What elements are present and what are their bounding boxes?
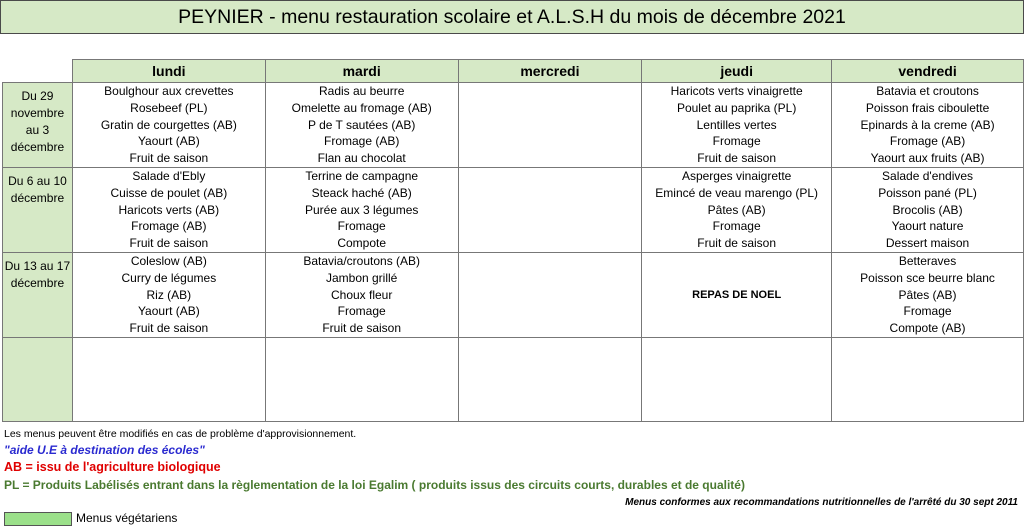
menu-item: Gratin de courgettes (AB) xyxy=(100,117,237,132)
day-header-lundi: lundi xyxy=(72,60,265,83)
menu-item: Dessert maison xyxy=(885,236,970,251)
day-header-vendredi: vendredi xyxy=(832,60,1024,83)
menu-item: Salade d'Ebly xyxy=(132,168,206,183)
menu-item: Riz (AB) xyxy=(146,287,192,302)
menu-item: Compote xyxy=(337,236,387,251)
menu-item: Fromage xyxy=(903,304,952,319)
menu-cell-mardi xyxy=(265,83,458,168)
menu-item: Batavia et croutons xyxy=(876,84,979,98)
menu-item: Emincé de veau marengo (PL) xyxy=(655,185,819,200)
menu-item: Fromage xyxy=(337,304,386,319)
week-row xyxy=(3,167,1024,252)
menu-cell-vendredi xyxy=(832,167,1024,252)
day-header-jeudi: jeudi xyxy=(642,60,832,83)
menu-item: Steack haché (AB) xyxy=(311,185,412,200)
menu-item: Salade d'endives xyxy=(882,168,974,183)
menu-item: Yaourt aux fruits (AB) xyxy=(870,151,985,166)
menu-item: Poisson pané (PL) xyxy=(878,185,977,200)
menu-cell-lundi xyxy=(72,252,265,337)
menu-cell-mardi xyxy=(265,167,458,252)
menu-item: Yaourt (AB) xyxy=(137,134,200,149)
menu-item: Haricots verts vinaigrette xyxy=(670,84,803,98)
menu-cell-jeudi xyxy=(642,167,832,252)
menu-item: Fromage xyxy=(712,134,761,149)
nutrition-conformity-note: Menus conformes aux recommandations nutritionnelles de l'arrêté du 30 sept 2011 xyxy=(625,497,1018,508)
menu-item: Brocolis (AB) xyxy=(892,202,963,217)
menu-item: Poisson sce beurre blanc xyxy=(860,270,995,285)
week-label xyxy=(3,337,73,421)
menu-cell-lundi xyxy=(72,167,265,252)
menu-item: Poulet au paprika (PL) xyxy=(676,100,797,115)
menu-cell-mardi xyxy=(265,337,458,421)
menu-item: Haricots verts (AB) xyxy=(118,202,220,217)
menu-item: Choux fleur xyxy=(330,287,393,302)
menu-item: Cuisse de poulet (AB) xyxy=(110,185,228,200)
supply-note: Les menus peuvent être modifiés en cas de problème d'approvisionnement. xyxy=(4,428,357,440)
menu-table xyxy=(2,59,1024,422)
menu-item: Yaourt (AB) xyxy=(137,304,200,319)
vegetarian-legend-label: Menus végétariens xyxy=(76,511,178,525)
menu-item: Fruit de saison xyxy=(322,321,402,336)
menu-cell-mardi xyxy=(265,252,458,337)
menu-item: Fruit de saison xyxy=(129,151,209,166)
menu-item: Boulghour aux crevettes xyxy=(104,84,234,98)
day-header-mercredi: mercredi xyxy=(458,60,642,83)
menu-cell-jeudi-special: REPAS DE NOEL xyxy=(642,252,832,337)
menu-cell-vendredi xyxy=(832,83,1024,168)
menu-item: Fromage (AB) xyxy=(131,219,207,234)
menu-item: Batavia/croutons (AB) xyxy=(303,253,421,268)
menu-item: Coleslow (AB) xyxy=(130,253,207,268)
aide-ue-note: "aide U.E à destination des écoles" xyxy=(4,443,205,457)
menu-item: Fromage xyxy=(712,219,761,234)
menu-cell-lundi xyxy=(72,83,265,168)
menu-item: Fruit de saison xyxy=(697,151,776,166)
week-label: Du 13 au 17 décembre xyxy=(3,252,73,337)
menu-cell-mercredi xyxy=(458,167,642,252)
menu-item: Fruit de saison xyxy=(697,236,776,251)
menu-item: Fruit de saison xyxy=(129,321,209,336)
menu-item: Terrine de campagne xyxy=(305,168,419,183)
menu-item: Fromage (AB) xyxy=(889,134,966,149)
menu-item: Fruit de saison xyxy=(129,236,209,251)
menu-cell-jeudi xyxy=(642,337,832,421)
menu-cell-vendredi xyxy=(832,252,1024,337)
menu-item: Yaourt nature xyxy=(891,219,964,234)
week-row xyxy=(3,83,1024,168)
menu-item: Fromage (AB) xyxy=(324,134,400,149)
menu-item: Jambon grillé xyxy=(325,270,398,285)
menu-item: Epinards à la creme (AB) xyxy=(860,117,995,132)
menu-cell-mercredi xyxy=(458,83,642,168)
menu-item: Purée aux 3 légumes xyxy=(304,202,419,217)
menu-item: Lentilles vertes xyxy=(696,117,777,132)
week-row xyxy=(3,337,1024,421)
day-header-row xyxy=(3,60,1024,83)
day-header-mardi: mardi xyxy=(265,60,458,83)
menu-item: Compote (AB) xyxy=(889,321,966,336)
menu-item: Curry de légumes xyxy=(121,270,217,285)
vegetarian-legend-swatch xyxy=(4,512,72,526)
menu-item: Poisson frais ciboulette xyxy=(865,100,990,115)
menu-item: Fromage xyxy=(337,219,386,234)
menu-item: Omelette au fromage (AB) xyxy=(291,100,432,115)
week-label: Du 29 novembre au 3 décembre xyxy=(3,83,73,168)
week-row xyxy=(3,252,1024,337)
menu-cell-lundi xyxy=(72,337,265,421)
menu-cell-mercredi xyxy=(458,252,642,337)
corner-cell xyxy=(3,60,73,83)
menu-item: P de T sautées (AB) xyxy=(307,117,416,132)
menu-item: Radis au beurre xyxy=(318,84,405,98)
menu-item: Pâtes (AB) xyxy=(707,202,766,217)
menu-cell-jeudi xyxy=(642,83,832,168)
menu-item: Betteraves xyxy=(898,253,957,268)
ab-definition: AB = issu de l'agriculture biologique xyxy=(4,460,221,474)
pl-definition: PL = Produits Labélisés entrant dans la règlementation de la loi Egalim ( produits issus des circuits courts, durables et de qualité) xyxy=(4,478,745,492)
menu-item: Rosebeef (PL) xyxy=(130,100,208,115)
menu-item: Asperges vinaigrette xyxy=(681,168,792,183)
menu-item: Flan au chocolat xyxy=(317,151,406,166)
page-title: PEYNIER - menu restauration scolaire et A.L.S.H du mois de décembre 2021 xyxy=(0,0,1024,34)
menu-item: Pâtes (AB) xyxy=(898,287,957,302)
week-label: Du 6 au 10 décembre xyxy=(3,167,73,252)
menu-cell-vendredi xyxy=(832,337,1024,421)
menu-cell-mercredi xyxy=(458,337,642,421)
